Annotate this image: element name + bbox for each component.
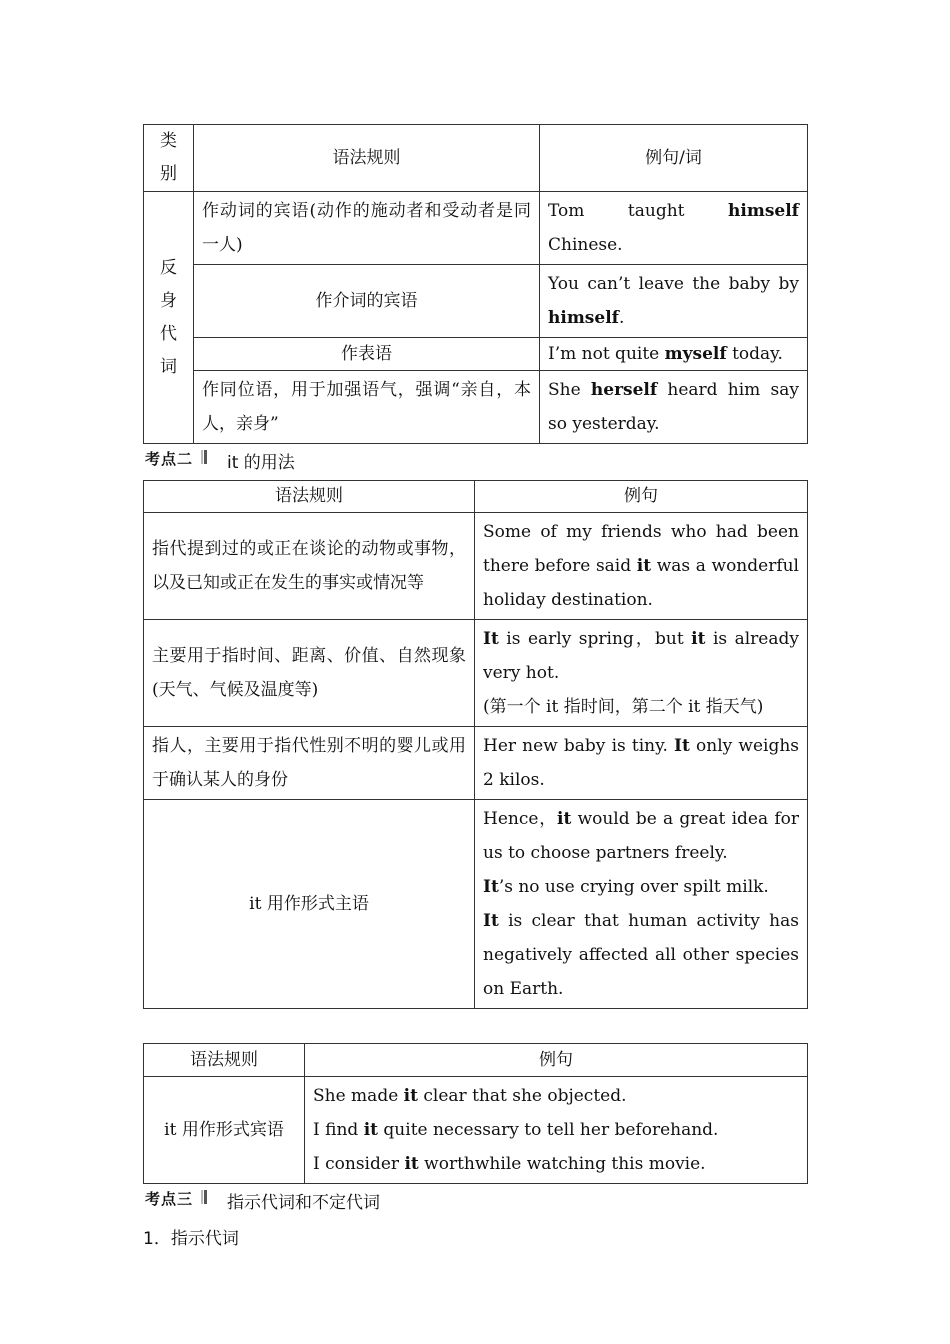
- it-formal-object-table: [143, 1043, 808, 1184]
- rule-cell: it 用作形式宾语: [144, 1077, 305, 1184]
- rule-cell: 主要用于指时间、距离、价值、自然现象(天气、气候及温度等): [144, 620, 475, 727]
- example-cell: Tom taught himself Chinese.: [540, 192, 808, 265]
- category-cell: 反 身 代 词: [144, 192, 194, 444]
- table-row: [144, 620, 808, 727]
- header-example: 例句/词: [540, 125, 808, 192]
- table-header-row: [144, 481, 808, 513]
- rule-cell: 指代提到过的或正在谈论的动物或事物，以及已知或正在发生的事实或情况等: [144, 513, 475, 620]
- table-header-row: [144, 125, 808, 192]
- table-header-row: [144, 1044, 808, 1077]
- table-row: [144, 513, 808, 620]
- table-row: [144, 1077, 808, 1184]
- rule-cell: 作表语: [194, 338, 540, 371]
- header-category: 类 别: [144, 125, 194, 192]
- section-tag: 考点二: [145, 450, 194, 468]
- table-row: [144, 727, 808, 800]
- header-rule: 语法规则: [144, 1044, 305, 1077]
- rule-cell: 指人，主要用于指代性别不明的婴儿或用于确认某人的身份: [144, 727, 475, 800]
- example-cell: Hence，it would be a great idea for us to choose partners freely. It’s no use crying over spilt milk. It is clear that human activity has negatively affected all other species on Earth.: [475, 800, 808, 1009]
- it-usage-table: [143, 480, 808, 1009]
- table-row: [144, 371, 808, 444]
- section-marker-icon: [201, 1190, 207, 1204]
- document-page: [143, 124, 807, 1249]
- example-cell: Her new baby is tiny. It only weighs 2 kilos.: [475, 727, 808, 800]
- section-heading-2: [143, 444, 807, 480]
- section-tag: 考点三: [145, 1190, 194, 1208]
- subheading: 1．指示代词: [143, 1229, 239, 1249]
- rule-cell: 作动词的宾语(动作的施动者和受动者是同一人): [194, 192, 540, 265]
- table-row: [144, 192, 808, 265]
- example-cell: She herself heard him say so yesterday.: [540, 371, 808, 444]
- table-row: [144, 338, 808, 371]
- header-example: 例句: [475, 481, 808, 513]
- section-heading-3: [143, 1184, 807, 1220]
- rule-cell: it 用作形式主语: [144, 800, 475, 1009]
- example-cell: Some of my friends who had been there before said it was a wonderful holiday destination.: [475, 513, 808, 620]
- table-row: [144, 800, 808, 1009]
- rule-cell: 作介词的宾语: [194, 265, 540, 338]
- rule-cell: 作同位语，用于加强语气，强调“亲自，本人，亲身”: [194, 371, 540, 444]
- header-example: 例句: [305, 1044, 808, 1077]
- reflexive-pronoun-table: [143, 124, 808, 444]
- example-cell: You can’t leave the baby by himself.: [540, 265, 808, 338]
- section-title: it 的用法: [227, 453, 295, 473]
- spacer: [143, 1009, 807, 1043]
- header-rule: 语法规则: [194, 125, 540, 192]
- example-cell: She made it clear that she objected. I find it quite necessary to tell her beforehand. I consider it worthwhile watching this movie.: [305, 1077, 808, 1184]
- header-rule: 语法规则: [144, 481, 475, 513]
- section-marker-icon: [201, 450, 207, 464]
- example-cell: I’m not quite myself today.: [540, 338, 808, 371]
- table-row: [144, 265, 808, 338]
- example-cell: It is early spring，but it is already very hot. (第一个 it 指时间，第二个 it 指天气): [475, 620, 808, 727]
- section-title: 指示代词和不定代词: [227, 1193, 380, 1213]
